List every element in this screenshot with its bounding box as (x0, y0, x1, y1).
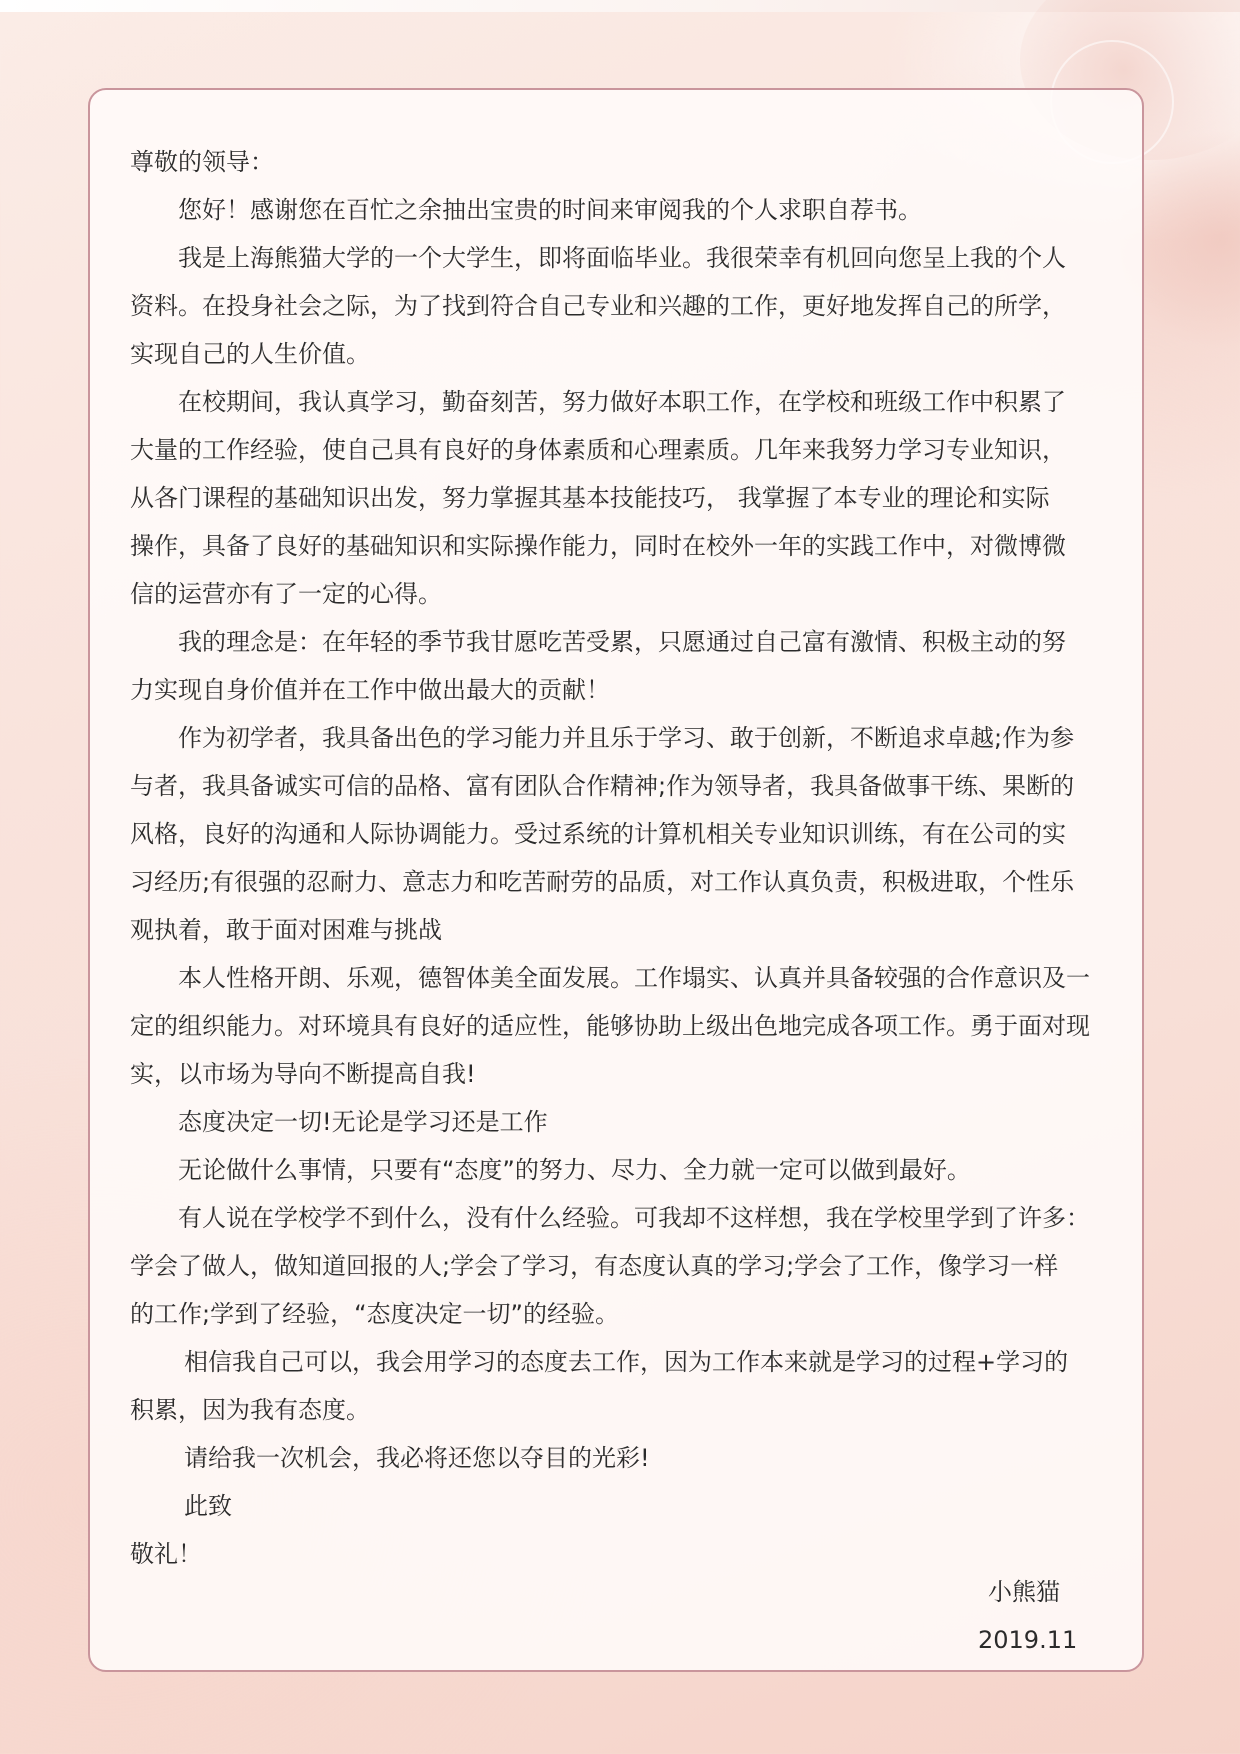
letter-line: 力实现自身价值并在工作中做出最大的贡献！ (130, 676, 610, 704)
letter-line: 作为初学者，我具备出色的学习能力并且乐于学习、敢于创新，不断追求卓越;作为参 (178, 724, 1075, 752)
letter-line: 积累，因为我有态度。 (130, 1396, 370, 1424)
letter-line: 的工作;学到了经验，“态度决定一切”的经验。 (130, 1300, 619, 1328)
letter-line: 实现自己的人生价值。 (130, 340, 370, 368)
letter-line: 定的组织能力。对环境具有良好的适应性，能够协助上级出色地完成各项工作。勇于面对现 (130, 1012, 1090, 1040)
closing-salute: 敬礼！ (130, 1540, 202, 1568)
letter-line: 在校期间，我认真学习，勤奋刻苦，努力做好本职工作，在学校和班级工作中积累了 (178, 388, 1066, 416)
letter-line: 我的理念是：在年轻的季节我甘愿吃苦受累，只愿通过自己富有激情、积极主动的努 (178, 628, 1066, 656)
top-strip (0, 0, 1240, 12)
letter-line: 从各门课程的基础知识出发，努力掌握其基本技能技巧， 我掌握了本专业的理论和实际 (130, 484, 1050, 512)
letter-line: 实，以市场为导向不断提高自我! (130, 1060, 476, 1088)
letter-line: 相信我自己可以，我会用学习的态度去工作，因为工作本来就是学习的过程+学习的 (184, 1348, 1069, 1376)
closing-phrase: 此致 (184, 1492, 232, 1520)
letter-line: 学会了做人，做知道回报的人;学会了学习，有态度认真的学习;学会了工作，像学习一样 (130, 1252, 1059, 1280)
letter-line: 大量的工作经验，使自己具有良好的身体素质和心理素质。几年来我努力学习专业知识， (130, 436, 1066, 464)
letter-line: 态度决定一切!无论是学习还是工作 (178, 1108, 548, 1136)
letter-line: 无论做什么事情，只要有“态度”的努力、尽力、全力就一定可以做到最好。 (178, 1156, 971, 1184)
letter-line: 习经历;有很强的忍耐力、意志力和吃苦耐劳的品质，对工作认真负责，积极进取，个性乐 (130, 868, 1075, 896)
letter-line: 信的运营亦有了一定的心得。 (130, 580, 442, 608)
letter-line: 我是上海熊猫大学的一个大学生，即将面临毕业。我很荣幸有机回向您呈上我的个人 (178, 244, 1066, 272)
signature-date: 2019.11 (978, 1626, 1078, 1654)
letter-line: 本人性格开朗、乐观，德智体美全面发展。工作塌实、认真并具备较强的合作意识及一 (178, 964, 1090, 992)
letter-line: 风格，良好的沟通和人际协调能力。受过系统的计算机相关专业知识训练，有在公司的实 (130, 820, 1066, 848)
letter-line: 请给我一次机会，我必将还您以夺目的光彩! (184, 1444, 650, 1472)
letter-line: 有人说在学校学不到什么，没有什么经验。可我却不这样想，我在学校里学到了许多： (178, 1204, 1090, 1232)
letter-line: 观执着，敢于面对困难与挑战 (130, 916, 442, 944)
salutation: 尊敬的领导： (130, 148, 274, 176)
signature: 小熊猫 (988, 1578, 1060, 1606)
letter-line: 资料。在投身社会之际，为了找到符合自己专业和兴趣的工作，更好地发挥自己的所学， (130, 292, 1066, 320)
letter-line: 您好！感谢您在百忙之余抽出宝贵的时间来审阅我的个人求职自荐书。 (178, 196, 922, 224)
letter-card (88, 88, 1144, 1672)
letter-line: 与者，我具备诚实可信的品格、富有团队合作精神;作为领导者，我具备做事干练、果断的 (130, 772, 1075, 800)
letter-line: 操作，具备了良好的基础知识和实际操作能力，同时在校外一年的实践工作中，对微博微 (130, 532, 1066, 560)
